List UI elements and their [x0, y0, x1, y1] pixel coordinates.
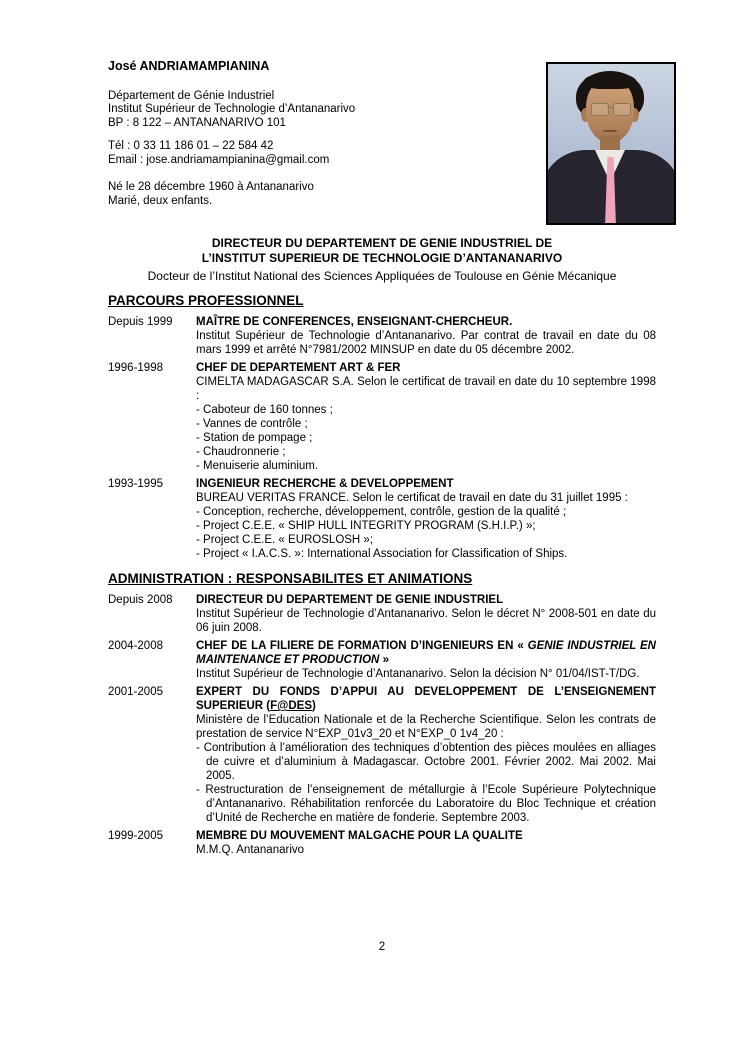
- entry-period: Depuis 1999: [108, 316, 173, 328]
- entry-1993-1995: [108, 477, 656, 561]
- entry-bullet: - Caboteur de 160 tonnes ;: [196, 404, 333, 416]
- position-title-line1: DIRECTEUR DU DEPARTEMENT DE GENIE INDUSTRIEL DE: [211, 236, 553, 250]
- entry-title: MEMBRE DU MOUVEMENT MALGACHE POUR LA QUALITE: [196, 830, 523, 842]
- entry-bullet: - Restructuration de l’enseignement de métallurgie à l’Ecole Supérieure Polytechnique d’Antananarivo. Réhabilitation renforcée du Laboratoire du Bloc Technique et création d’Unité de Recherche en matière de fonderie. Septembre 2003.: [196, 784, 656, 824]
- position-title-line2: L’INSTITUT SUPERIEUR DE TECHNOLOGIE D’ANTANANARIVO: [201, 251, 563, 265]
- entry-1999-2005: [108, 829, 656, 857]
- entry-2004-2008: [108, 639, 656, 681]
- department-line: Département de Génie Industriel: [108, 89, 275, 102]
- family-line: Marié, deux enfants.: [108, 194, 213, 207]
- entry-1996-1998: [108, 361, 656, 473]
- personal-block: [108, 181, 656, 208]
- entry-title-underlined: F@DES: [270, 700, 313, 712]
- entry-title: CHEF DE LA FILIERE DE FORMATION D’INGENIEURS EN « GENIE INDUSTRIEL EN MAINTENANCE ET PRODUCTION »: [196, 640, 656, 666]
- entry-body: Institut Supérieur de Technologie d’Antananarivo. Par contrat de travail en date du 08 mars 1999 et arrêté N°7981/2002 MINSUP en date du 05 décembre 2002.: [196, 330, 656, 356]
- po-box-line: BP : 8 122 – ANTANANARIVO 101: [108, 116, 286, 129]
- contact-block: [108, 140, 656, 167]
- entry-period: 1996-1998: [108, 362, 163, 374]
- document-content: [108, 60, 656, 861]
- entry-title: DIRECTEUR DU DEPARTEMENT DE GENIE INDUSTRIEL: [196, 594, 504, 606]
- entry-period: Depuis 2008: [108, 594, 173, 606]
- entry-bullet: - Menuiserie aluminium.: [196, 460, 319, 472]
- entry-body: BUREAU VERITAS FRANCE. Selon le certificat de travail en date du 31 juillet 1995 :: [196, 492, 628, 504]
- entry-depuis-1999: [108, 315, 656, 357]
- section-heading-administration: ADMINISTRATION : RESPONSABILITES ET ANIMATIONS: [108, 571, 473, 586]
- entry-bullet: - Project C.E.E. « SHIP HULL INTEGRITY PROGRAM (S.H.I.P.) »;: [196, 520, 536, 532]
- section-heading-parcours: PARCOURS PROFESSIONNEL: [108, 293, 304, 308]
- page-number: 2: [378, 941, 386, 953]
- entry-body: Institut Supérieur de Technologie d’Antananarivo. Selon la décision N° 01/04/IST-T/DG.: [196, 668, 640, 680]
- entry-title: CHEF DE DEPARTEMENT ART & FER: [196, 362, 401, 374]
- entry-period: 2004-2008: [108, 640, 163, 652]
- entry-bullet: - Vannes de contrôle ;: [196, 418, 308, 430]
- institute-line: Institut Supérieur de Technologie d’Antananarivo: [108, 103, 356, 115]
- entry-bullet: - Contribution à l’amélioration des techniques d’obtention des pièces moulées en alliages de cuivre et d’aluminium à Madagascar. Octobre 2001. Février 2002. Mai 2002. Mai 2005.: [196, 742, 656, 782]
- birth-line: Né le 28 décembre 1960 à Antananarivo: [108, 181, 314, 193]
- entry-body: Ministère de l’Education Nationale et de la Recherche Scientifique. Selon les contrats de prestation de service N°EXP_01v3_20 et N°EXP_0 1v4_20 :: [196, 714, 656, 740]
- entry-period: 2001-2005: [108, 686, 163, 698]
- entry-body: CIMELTA MADAGASCAR S.A. Selon le certificat de travail en date du 10 septembre 1998 :: [196, 376, 656, 402]
- entry-bullet: - Project C.E.E. « EUROSLOSH »;: [196, 534, 374, 546]
- address-block: [108, 90, 656, 131]
- entry-depuis-2008: [108, 593, 656, 635]
- entry-title: MAÎTRE DE CONFERENCES, ENSEIGNANT-CHERCHEUR.: [196, 316, 513, 328]
- entry-bullet: - Chaudronnerie ;: [196, 446, 286, 458]
- position-title-block: [108, 236, 656, 283]
- email-line: Email : jose.andriamampianina@gmail.com: [108, 153, 330, 166]
- entry-period: 1999-2005: [108, 830, 163, 842]
- phone-line: Tél : 0 33 11 186 01 – 22 584 42: [108, 140, 274, 152]
- position-subtitle: Docteur de l’Institut National des Sciences Appliquées de Toulouse en Génie Mécanique: [147, 269, 617, 283]
- entry-title: INGENIEUR RECHERCHE & DEVELOPPEMENT: [196, 478, 454, 490]
- entry-body: M.M.Q. Antananarivo: [196, 844, 305, 856]
- entry-title-italic: GENIE INDUSTRIEL EN MAINTENANCE ET PRODUCTION: [196, 640, 656, 666]
- entry-title: EXPERT DU FONDS D’APPUI AU DEVELOPPEMENT DE L’ENSEIGNEMENT SUPERIEUR (F@DES): [196, 686, 656, 712]
- person-name: José ANDRIAMAMPIANINA: [108, 59, 270, 73]
- entry-bullet: - Station de pompage ;: [196, 432, 313, 444]
- entry-bullet: - Project « I.A.C.S. »: International Association for Classification of Ships.: [196, 548, 568, 560]
- entry-body: Institut Supérieur de Technologie d’Antananarivo. Selon le décret N° 2008-501 en date du 06 juin 2008.: [196, 608, 656, 634]
- entry-2001-2005: [108, 685, 656, 825]
- entry-period: 1993-1995: [108, 478, 163, 490]
- entry-bullet: - Conception, recherche, développement, contrôle, gestion de la qualité ;: [196, 506, 567, 518]
